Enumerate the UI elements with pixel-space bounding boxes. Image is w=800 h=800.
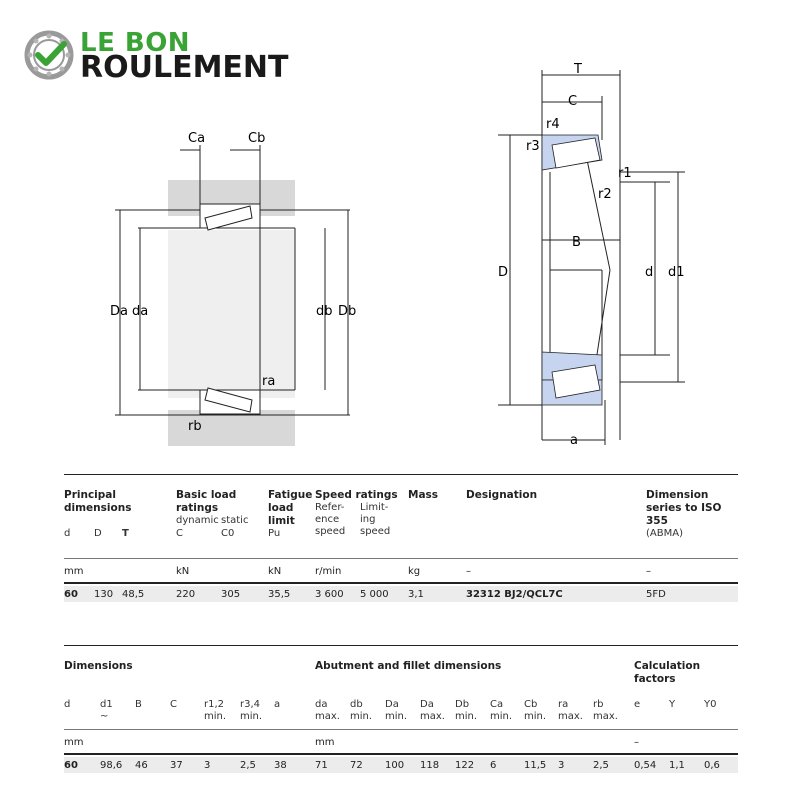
- col-11-value: 122: [455, 760, 475, 771]
- val-T: 48,5: [122, 589, 145, 600]
- label-ra: ra: [262, 374, 276, 389]
- unit-kn2: kN: [268, 566, 282, 577]
- label-db: db: [316, 304, 333, 319]
- sym-d: d: [64, 528, 71, 539]
- label-rb: rb: [188, 419, 202, 434]
- col-15-value: 2,5: [593, 760, 609, 771]
- sym-C0: C0: [221, 528, 235, 539]
- label-d1: d1: [668, 265, 685, 280]
- hdr-dimension-series: Dimension series to ISO 355: [646, 489, 722, 527]
- col-8-symbol: db: [350, 699, 363, 710]
- unit-kn1: kN: [176, 566, 190, 577]
- col-8-value: 72: [350, 760, 363, 771]
- val-mass: 3,1: [408, 589, 424, 600]
- col-8-qualifier: min.: [350, 711, 373, 722]
- val-D: 130: [94, 589, 114, 600]
- bearing-check-icon: [24, 30, 74, 80]
- hdr-dynamic: dynamic: [176, 515, 219, 526]
- col-12-symbol: Ca: [490, 699, 504, 710]
- hdr-static: static: [221, 515, 249, 526]
- logo-line1: LE BON: [80, 28, 191, 58]
- unit-rmin: r/min: [315, 566, 342, 577]
- col-13-symbol: Cb: [524, 699, 538, 710]
- col-4-value: 3: [204, 760, 211, 771]
- val-Pu: 35,5: [268, 589, 291, 600]
- unit-dash2: –: [646, 566, 651, 577]
- col-9-qualifier: min.: [385, 711, 408, 722]
- col-0-value: 60: [64, 760, 78, 771]
- col-15-qualifier: max.: [593, 711, 618, 722]
- hdr-abma: (ABMA): [646, 528, 683, 539]
- unit-dash1: –: [466, 566, 471, 577]
- label-a: a: [570, 433, 578, 448]
- hdr-limiting: Limit- ing speed: [360, 502, 391, 537]
- label-Cb: Cb: [248, 131, 266, 146]
- col-6-symbol: a: [274, 699, 281, 710]
- col-13-qualifier: min.: [524, 711, 547, 722]
- col-2-value: 46: [135, 760, 148, 771]
- col-10-value: 118: [420, 760, 440, 771]
- col-3-value: 37: [170, 760, 183, 771]
- label-r1: r1: [618, 166, 632, 181]
- col-18-symbol: Y0: [704, 699, 717, 710]
- hdr-fatigue: Fatigue load limit: [268, 489, 313, 527]
- col-9-value: 100: [385, 760, 405, 771]
- val-lim-speed: 5 000: [360, 589, 389, 600]
- col-17-symbol: Y: [669, 699, 676, 710]
- abutment-drawing: [100, 120, 370, 450]
- sym-T: T: [122, 528, 129, 539]
- label-Ca: Ca: [188, 131, 206, 146]
- col-14-symbol: ra: [558, 699, 569, 710]
- label-Da: Da: [110, 304, 128, 319]
- col-13-value: 11,5: [524, 760, 547, 771]
- col-1-value: 98,6: [100, 760, 123, 771]
- label-B: B: [572, 235, 581, 250]
- sym-Pu: Pu: [268, 528, 281, 539]
- val-C0: 305: [221, 589, 241, 600]
- col-1-qualifier: ~: [100, 711, 109, 722]
- label-r3: r3: [526, 139, 540, 154]
- table1-data-rule: [64, 582, 738, 584]
- unit2-dash: –: [634, 737, 639, 748]
- col-6-value: 38: [274, 760, 287, 771]
- table2-mid-rule: [64, 729, 738, 730]
- table2-top-rule: [64, 645, 738, 646]
- col-17-value: 1,1: [669, 760, 685, 771]
- col-16-symbol: e: [634, 699, 641, 710]
- label-r2: r2: [598, 187, 612, 202]
- col-14-value: 3: [558, 760, 565, 771]
- hdr-mass: Mass: [408, 489, 439, 501]
- col-15-symbol: rb: [593, 699, 604, 710]
- unit-kg: kg: [408, 566, 421, 577]
- col-11-qualifier: min.: [455, 711, 478, 722]
- col-1-symbol: d1: [100, 699, 113, 710]
- col-11-symbol: Db: [455, 699, 470, 710]
- unit-mm: mm: [64, 566, 84, 577]
- col-0-symbol: d: [64, 699, 71, 710]
- brand-logo[interactable]: [24, 28, 304, 88]
- label-D: D: [498, 265, 509, 280]
- col-5-qualifier: min.: [240, 711, 263, 722]
- label-d: d: [645, 265, 654, 280]
- hdr-abutment: Abutment and fillet dimensions: [315, 660, 502, 672]
- col-7-symbol: da: [315, 699, 328, 710]
- col-12-value: 6: [490, 760, 497, 771]
- unit2-mm1: mm: [64, 737, 84, 748]
- hdr-reference: Refer- ence speed: [315, 502, 346, 537]
- col-18-value: 0,6: [704, 760, 720, 771]
- label-T: T: [574, 62, 582, 77]
- col-7-value: 71: [315, 760, 328, 771]
- sym-D: D: [94, 528, 102, 539]
- hdr-principal: Principal dimensions: [64, 489, 132, 514]
- col-16-value: 0,54: [634, 760, 657, 771]
- table1-row-bg: [64, 586, 738, 602]
- label-r4: r4: [546, 117, 560, 132]
- val-series: 5FD: [646, 589, 666, 600]
- hdr-speed: Speed ratings: [315, 489, 398, 501]
- table1-top-rule: [64, 474, 738, 475]
- hdr-designation: Designation: [466, 489, 538, 501]
- label-C: C: [568, 94, 578, 109]
- label-Db: Db: [338, 304, 357, 319]
- sym-C: C: [176, 528, 183, 539]
- hdr-basic-load: Basic load ratings: [176, 489, 237, 514]
- col-2-symbol: B: [135, 699, 142, 710]
- col-10-qualifier: max.: [420, 711, 445, 722]
- val-designation[interactable]: 32312 BJ2/QCL7C: [466, 589, 563, 600]
- val-ref-speed: 3 600: [315, 589, 344, 600]
- hdr-calc: Calculation factors: [634, 660, 701, 685]
- bearing-section-drawing: [490, 60, 700, 450]
- col-14-qualifier: max.: [558, 711, 583, 722]
- col-4-symbol: r1,2: [204, 699, 225, 710]
- col-3-symbol: C: [170, 699, 177, 710]
- col-10-symbol: Da: [420, 699, 434, 710]
- col-4-qualifier: min.: [204, 711, 227, 722]
- col-9-symbol: Da: [385, 699, 399, 710]
- label-da: da: [132, 304, 149, 319]
- hdr-dimensions: Dimensions: [64, 660, 133, 672]
- col-12-qualifier: min.: [490, 711, 513, 722]
- unit2-mm2: mm: [315, 737, 335, 748]
- table1-mid-rule: [64, 558, 738, 559]
- logo-line2: ROULEMENT: [80, 50, 289, 85]
- col-5-symbol: r3,4: [240, 699, 261, 710]
- val-C: 220: [176, 589, 196, 600]
- col-5-value: 2,5: [240, 760, 256, 771]
- val-d: 60: [64, 589, 78, 600]
- table2-data-rule: [64, 753, 738, 755]
- col-7-qualifier: max.: [315, 711, 340, 722]
